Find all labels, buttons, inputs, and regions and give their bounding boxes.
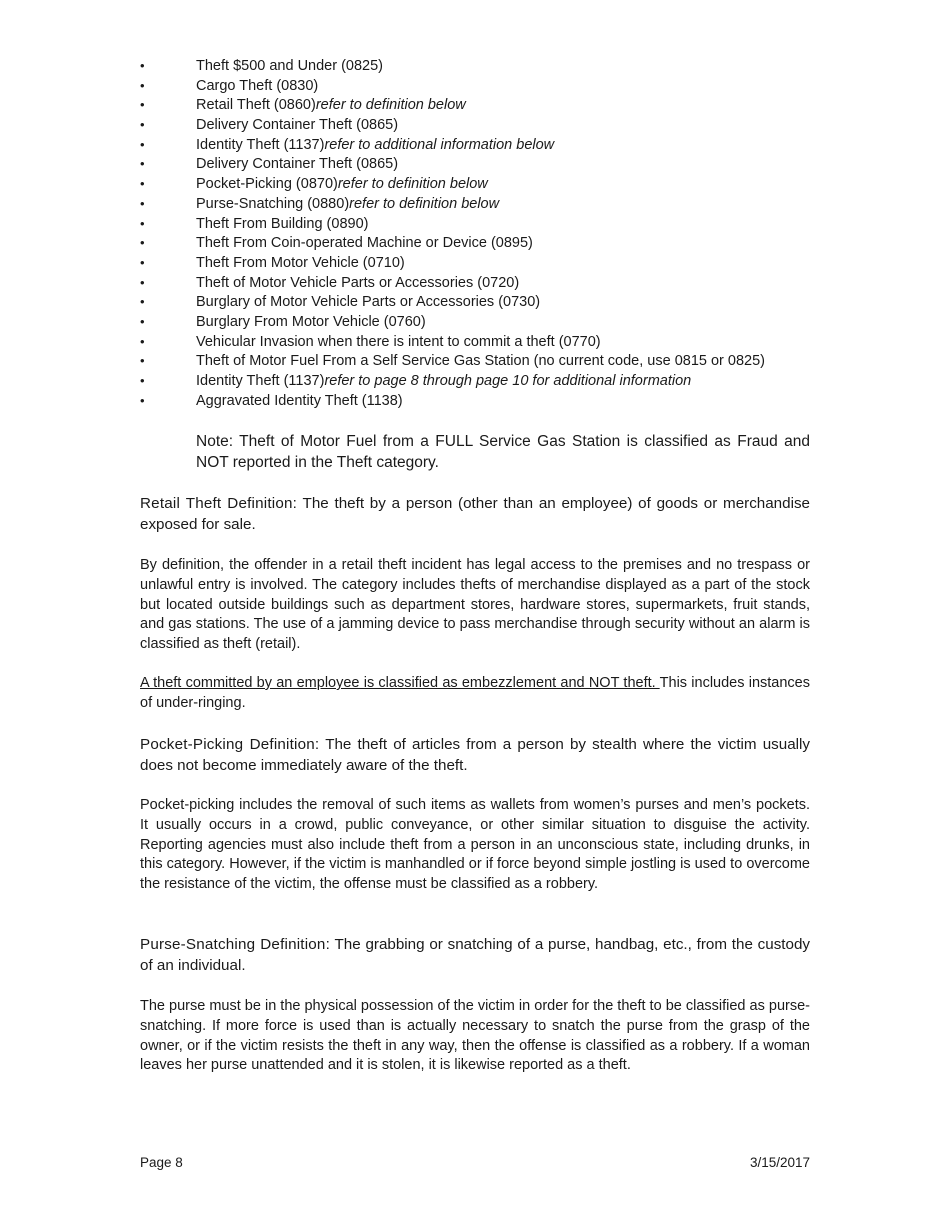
bullet-marker: • (140, 392, 145, 408)
list-item-text: Theft From Building (0890) (196, 215, 369, 232)
list-item-note: refer to definition below (315, 97, 466, 114)
bullet-marker: • (140, 274, 145, 290)
page-number: Page 8 (140, 1155, 183, 1170)
motor-fuel-note: Note: Theft of Motor Fuel from a FULL Service Gas Station is classified as Fraud and NOT reported in the Theft category. (196, 433, 810, 471)
list-item-text: Identity Theft (1137) (196, 136, 325, 153)
list-item (140, 253, 830, 273)
list-item (140, 56, 830, 76)
bullet-marker: • (140, 136, 145, 152)
list-item-text: Theft From Motor Vehicle (0710) (196, 254, 405, 271)
bullet-marker: • (140, 176, 145, 192)
list-item (140, 95, 830, 115)
definition-text: The grabbing or snatching of a purse, handbag, etc., from the custody of an individual. (140, 936, 811, 974)
bullet-marker: • (140, 294, 145, 310)
list-item-text: Vehicular Invasion when there is intent to commit a theft (0770) (196, 333, 601, 350)
list-item (140, 233, 830, 253)
purse-snatching-body: The purse must be in the physical possession of the victim in order for the theft to be classified as purse-snatching. If more force is used than is actually necessary to snatch the purse from the grasp of the owner, or if the victim resists the theft in any way, then the offense is classified as a robbery. If a woman leaves her purse unattended and it is stolen, it is likewise reported as a theft. (140, 998, 810, 1074)
definition-term: Retail Theft Definition: (140, 495, 298, 512)
list-item (140, 312, 830, 332)
list-item-text: Identity Theft (1137) (196, 373, 325, 389)
list-item-text: Theft of Motor Fuel From a Self Service Gas Station (no current code, use 0815 or 0825) (196, 353, 765, 370)
bullet-marker: • (140, 195, 145, 211)
list-item (140, 371, 830, 391)
list-item-text: Burglary From Motor Vehicle (0760) (196, 313, 426, 330)
bullet-marker: • (140, 156, 145, 172)
list-item-text: Theft $500 and Under (0825) (196, 58, 384, 74)
list-item-text: Cargo Theft (0830) (196, 77, 319, 94)
definition-term: Pocket-Picking Definition: (140, 736, 320, 753)
pocket-picking-body: Pocket-picking includes the removal of such items as wallets from women’s purses and men’s pockets. It usually occurs in a crowd, public conveyance, or other similar situation to disguise the activity. Reporting agencies must also include theft from a person in an unconscious state, including drunks, in this category. However, if the victim is manhandled or if force beyond simple jostling is used to overcome the resistance of the victim, the offense must be classified as a robbery. (140, 797, 810, 893)
list-item (140, 391, 830, 411)
purse-snatching-definition (140, 934, 810, 976)
list-item (140, 174, 830, 194)
list-item-text: Retail Theft (0860) (196, 97, 316, 114)
bullet-marker: • (140, 333, 145, 349)
definition-text: The theft by a person (other than an employee) of goods or merchandise exposed for sale. (140, 495, 810, 533)
bullet-marker: • (140, 353, 145, 369)
list-item (140, 214, 830, 234)
list-item-note: refer to definition below (337, 176, 488, 193)
bullet-marker: • (140, 215, 145, 231)
employee-theft-rest: This includes instances of under-ringing. (140, 675, 810, 711)
pocket-picking-definition (140, 734, 810, 776)
definition-term: Purse-Snatching Definition: (140, 936, 330, 953)
bullet-marker: • (140, 235, 145, 251)
employee-theft-emphasis: A theft committed by an employee is classified as embezzlement and NOT theft. (140, 675, 660, 691)
list-item (140, 292, 830, 312)
footer-date: 3/15/2017 (749, 1155, 810, 1170)
list-item-note: refer to definition below (349, 195, 500, 212)
retail-theft-body: By definition, the offender in a retail theft incident has legal access to the premises and no trespass or unlawful entry is involved. The category includes thefts of merchandise displayed as a part of the stock but located outside buildings such as department stores, hardware stores, supermarkets, fruit stands, and gas stations. The use of a jamming device to pass merchandise through security without an alarm is classified as theft (retail). (140, 557, 810, 653)
list-item-text: Theft of Motor Vehicle Parts or Accessories (0720) (196, 274, 520, 291)
retail-theft-definition (140, 493, 810, 535)
list-item (140, 115, 830, 135)
list-item-text: Burglary of Motor Vehicle Parts or Accessories (0730) (196, 294, 541, 311)
bullet-marker: • (140, 97, 145, 113)
list-item (140, 273, 830, 293)
list-item (140, 194, 830, 214)
bullet-marker: • (140, 117, 145, 133)
list-item-text: Aggravated Identity Theft (1138) (196, 392, 403, 409)
list-item (140, 154, 830, 174)
bullet-marker: • (140, 77, 145, 93)
list-item-text: Theft From Coin-operated Machine or Device (0895) (196, 235, 533, 252)
bullet-marker: • (140, 373, 145, 388)
list-item-text: Purse-Snatching (0880) (196, 195, 350, 212)
theft-offense-list (140, 56, 830, 410)
list-item (140, 351, 830, 371)
list-item-text: Delivery Container Theft (0865) (196, 156, 399, 173)
list-item (140, 135, 830, 155)
list-item (140, 76, 830, 96)
list-item-note: refer to page 8 through page 10 for additional information (324, 373, 692, 389)
employee-theft-paragraph (140, 674, 810, 714)
bullet-marker: • (140, 254, 145, 270)
bullet-marker: • (140, 313, 145, 329)
definition-text: The theft of articles from a person by stealth where the victim usually does not become immediately aware of the theft. (140, 736, 810, 774)
list-item (140, 332, 830, 352)
list-item-text: Pocket-Picking (0870) (196, 176, 338, 193)
list-item-note: refer to additional information below (324, 136, 555, 153)
bullet-marker: • (140, 58, 145, 73)
list-item-text: Delivery Container Theft (0865) (196, 117, 399, 134)
